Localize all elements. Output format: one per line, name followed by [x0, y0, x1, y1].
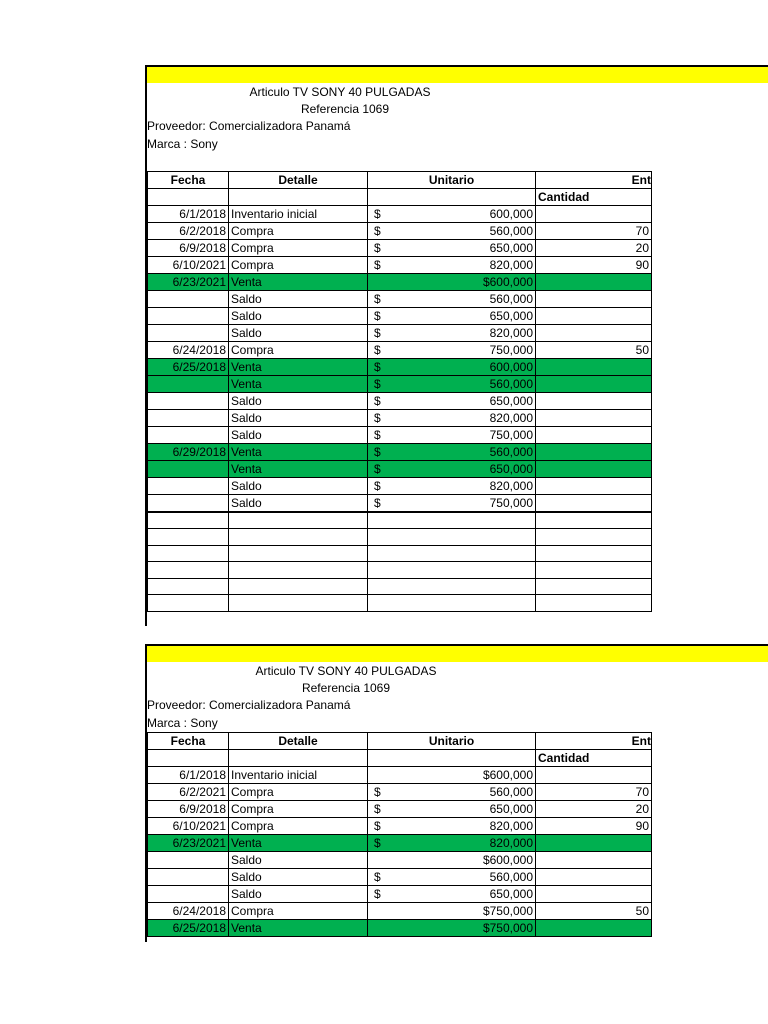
- currency-symbol: $: [374, 241, 381, 255]
- subheader-empty: [148, 750, 229, 767]
- empty-cell: [148, 562, 229, 579]
- table-row: [148, 257, 652, 274]
- cell-detalle: Venta: [229, 359, 368, 376]
- cell-cantidad: 90: [536, 257, 652, 274]
- cell-unitario: [368, 240, 536, 257]
- empty-cell: [536, 595, 652, 612]
- col-fecha: Fecha: [148, 733, 229, 750]
- unit-amount: 650,000: [489, 241, 533, 255]
- cell-detalle: Compra: [229, 818, 368, 835]
- col-detalle: Detalle: [229, 733, 368, 750]
- table-row: [148, 478, 652, 495]
- cell-detalle: Saldo: [229, 852, 368, 869]
- cell-unitario: [368, 835, 536, 852]
- cell-cantidad: 70: [536, 784, 652, 801]
- cell-unitario: [368, 393, 536, 410]
- currency-symbol: $: [374, 394, 381, 408]
- cell-unitario: [368, 444, 536, 461]
- cell-cantidad: [536, 767, 652, 784]
- cell-unitario: [368, 495, 536, 513]
- cell-fecha: [148, 427, 229, 444]
- supplier-label: Proveedor: Comercializadora Panamá: [147, 119, 351, 133]
- cell-cantidad: [536, 325, 652, 342]
- table-row: [148, 903, 652, 920]
- unit-amount: 750,000: [489, 428, 533, 442]
- currency-symbol: $: [374, 326, 381, 340]
- unit-amount: $600,000: [482, 275, 533, 289]
- cell-fecha: [148, 376, 229, 393]
- currency-symbol: $: [374, 887, 381, 901]
- cell-cantidad: [536, 495, 652, 513]
- cell-detalle: Venta: [229, 274, 368, 291]
- table-row: [148, 274, 652, 291]
- empty-cell: [536, 529, 652, 546]
- col-unitario: Unitario: [368, 172, 536, 189]
- cell-fecha: [148, 478, 229, 495]
- table-row: [148, 767, 652, 784]
- cell-fecha: [148, 308, 229, 325]
- empty-cell: [536, 545, 652, 562]
- cell-unitario: [368, 223, 536, 240]
- cell-fecha: 6/24/2018: [148, 903, 229, 920]
- cell-cantidad: [536, 920, 652, 937]
- table-row: [148, 886, 652, 903]
- table-row: [148, 291, 652, 308]
- cell-fecha: 6/10/2021: [148, 818, 229, 835]
- cell-detalle: Saldo: [229, 410, 368, 427]
- subheader-empty: [229, 189, 368, 206]
- empty-cell: [229, 578, 368, 595]
- cell-fecha: 6/25/2018: [148, 359, 229, 376]
- cell-cantidad: [536, 835, 652, 852]
- table-row: [148, 444, 652, 461]
- cell-unitario: [368, 291, 536, 308]
- empty-cell: [368, 529, 536, 546]
- table-row: [148, 920, 652, 937]
- table-row: [148, 410, 652, 427]
- unit-amount: 820,000: [489, 326, 533, 340]
- cell-unitario: [368, 920, 536, 937]
- cell-fecha: 6/10/2021: [148, 257, 229, 274]
- empty-cell: [148, 545, 229, 562]
- table-row: [148, 852, 652, 869]
- cell-cantidad: [536, 393, 652, 410]
- currency-symbol: $: [374, 343, 381, 357]
- unit-amount: 650,000: [489, 462, 533, 476]
- cell-fecha: 6/23/2021: [148, 274, 229, 291]
- item-title: Articulo TV SONY 40 PULGADAS: [249, 85, 431, 99]
- empty-row: [148, 578, 652, 595]
- empty-cell: [368, 562, 536, 579]
- cell-detalle: Compra: [229, 240, 368, 257]
- table-row: [148, 869, 652, 886]
- table-row: [148, 835, 652, 852]
- cell-fecha: [148, 869, 229, 886]
- unit-amount: 650,000: [489, 309, 533, 323]
- unit-amount: $600,000: [482, 768, 533, 782]
- table-row: [148, 376, 652, 393]
- cell-cantidad: [536, 852, 652, 869]
- table-row: [148, 495, 652, 513]
- cell-detalle: Venta: [229, 461, 368, 478]
- table-row: [148, 223, 652, 240]
- table-row: [148, 427, 652, 444]
- cell-unitario: [368, 903, 536, 920]
- table-row: [148, 308, 652, 325]
- empty-cell: [229, 529, 368, 546]
- cell-detalle: Venta: [229, 920, 368, 937]
- cell-cantidad: [536, 478, 652, 495]
- cell-unitario: [368, 257, 536, 274]
- brand-label: Marca : Sony: [147, 137, 218, 151]
- cell-cantidad: [536, 291, 652, 308]
- col-detalle: Detalle: [229, 172, 368, 189]
- col-entradas: Ent: [536, 733, 652, 750]
- cell-detalle: Saldo: [229, 325, 368, 342]
- unit-amount: 650,000: [489, 887, 533, 901]
- cell-detalle: Saldo: [229, 478, 368, 495]
- unit-amount: 820,000: [489, 836, 533, 850]
- cell-fecha: 6/23/2021: [148, 835, 229, 852]
- cell-detalle: Venta: [229, 444, 368, 461]
- unit-amount: 650,000: [489, 802, 533, 816]
- unit-amount: 820,000: [489, 411, 533, 425]
- cell-fecha: 6/2/2018: [148, 223, 229, 240]
- item-title: Articulo TV SONY 40 PULGADAS: [255, 664, 437, 678]
- cell-detalle: Compra: [229, 342, 368, 359]
- cell-unitario: [368, 852, 536, 869]
- table-row: [148, 342, 652, 359]
- cell-fecha: [148, 495, 229, 513]
- table-row: [148, 818, 652, 835]
- cell-fecha: 6/1/2018: [148, 767, 229, 784]
- cell-cantidad: [536, 427, 652, 444]
- subheader-empty: [368, 750, 536, 767]
- col-unitario: Unitario: [368, 733, 536, 750]
- cell-fecha: 6/24/2018: [148, 342, 229, 359]
- cell-cantidad: [536, 274, 652, 291]
- supplier-label: Proveedor: Comercializadora Panamá: [147, 698, 351, 712]
- currency-symbol: $: [374, 802, 381, 816]
- item-reference: Referencia 1069: [301, 681, 391, 695]
- table-row: [148, 359, 652, 376]
- cell-cantidad: [536, 376, 652, 393]
- empty-row: [148, 595, 652, 612]
- cell-fecha: [148, 410, 229, 427]
- header-yellow-bar: [145, 644, 768, 662]
- cell-detalle: Saldo: [229, 495, 368, 513]
- cell-cantidad: 20: [536, 240, 652, 257]
- empty-cell: [536, 578, 652, 595]
- col-cantidad: Cantidad: [536, 189, 652, 206]
- currency-symbol: $: [374, 411, 381, 425]
- empty-cell: [148, 595, 229, 612]
- cell-fecha: [148, 886, 229, 903]
- table-row: [148, 325, 652, 342]
- empty-cell: [229, 545, 368, 562]
- empty-cell: [229, 512, 368, 529]
- cell-detalle: Venta: [229, 376, 368, 393]
- cell-cantidad: 90: [536, 818, 652, 835]
- col-fecha: Fecha: [148, 172, 229, 189]
- cell-unitario: [368, 325, 536, 342]
- empty-row: [148, 512, 652, 529]
- cell-unitario: [368, 461, 536, 478]
- cell-unitario: [368, 801, 536, 818]
- cell-detalle: Saldo: [229, 393, 368, 410]
- table-row: [148, 801, 652, 818]
- cell-cantidad: [536, 359, 652, 376]
- unit-amount: $600,000: [482, 853, 533, 867]
- cell-detalle: Saldo: [229, 869, 368, 886]
- kardex-table-2: [147, 732, 652, 937]
- currency-symbol: $: [374, 785, 381, 799]
- unit-amount: $750,000: [482, 921, 533, 935]
- empty-cell: [148, 578, 229, 595]
- header-yellow-bar: [145, 65, 768, 83]
- cell-unitario: [368, 206, 536, 223]
- unit-amount: 750,000: [489, 343, 533, 357]
- empty-row: [148, 545, 652, 562]
- cell-detalle: Saldo: [229, 427, 368, 444]
- unit-amount: 560,000: [489, 870, 533, 884]
- cell-cantidad: [536, 869, 652, 886]
- subheader-empty: [229, 750, 368, 767]
- cell-unitario: [368, 410, 536, 427]
- cell-cantidad: [536, 461, 652, 478]
- empty-cell: [368, 595, 536, 612]
- cell-fecha: 6/2/2021: [148, 784, 229, 801]
- cell-cantidad: 50: [536, 342, 652, 359]
- currency-symbol: $: [374, 309, 381, 323]
- cell-fecha: 6/9/2018: [148, 240, 229, 257]
- currency-symbol: $: [374, 870, 381, 884]
- empty-cell: [368, 512, 536, 529]
- unit-amount: 820,000: [489, 258, 533, 272]
- cell-detalle: Venta: [229, 835, 368, 852]
- cell-fecha: [148, 852, 229, 869]
- cell-unitario: [368, 869, 536, 886]
- empty-cell: [368, 545, 536, 562]
- cell-unitario: [368, 886, 536, 903]
- cell-detalle: Inventario inicial: [229, 206, 368, 223]
- cell-cantidad: [536, 206, 652, 223]
- empty-cell: [368, 578, 536, 595]
- cell-fecha: 6/25/2018: [148, 920, 229, 937]
- cell-cantidad: [536, 308, 652, 325]
- cell-fecha: [148, 393, 229, 410]
- brand-label: Marca : Sony: [147, 716, 218, 730]
- empty-cell: [229, 595, 368, 612]
- currency-symbol: $: [374, 445, 381, 459]
- cell-fecha: [148, 325, 229, 342]
- empty-cell: [536, 562, 652, 579]
- cell-unitario: [368, 784, 536, 801]
- currency-symbol: $: [374, 360, 381, 374]
- col-cantidad: Cantidad: [536, 750, 652, 767]
- cell-unitario: [368, 308, 536, 325]
- unit-amount: 560,000: [489, 785, 533, 799]
- cell-unitario: [368, 478, 536, 495]
- unit-amount: 750,000: [489, 496, 533, 510]
- cell-cantidad: [536, 886, 652, 903]
- table-row: [148, 393, 652, 410]
- currency-symbol: $: [374, 496, 381, 510]
- unit-amount: 600,000: [489, 360, 533, 374]
- cell-fecha: [148, 461, 229, 478]
- kardex-table-1: [147, 171, 652, 612]
- cell-unitario: [368, 767, 536, 784]
- unit-amount: 560,000: [489, 377, 533, 391]
- unit-amount: 560,000: [489, 292, 533, 306]
- currency-symbol: $: [374, 224, 381, 238]
- empty-row: [148, 562, 652, 579]
- cell-unitario: [368, 274, 536, 291]
- currency-symbol: $: [374, 292, 381, 306]
- unit-amount: 820,000: [489, 819, 533, 833]
- cell-fecha: 6/1/2018: [148, 206, 229, 223]
- currency-symbol: $: [374, 207, 381, 221]
- cell-unitario: [368, 427, 536, 444]
- currency-symbol: $: [374, 428, 381, 442]
- unit-amount: 600,000: [489, 207, 533, 221]
- cell-cantidad: 50: [536, 903, 652, 920]
- cell-unitario: [368, 359, 536, 376]
- item-reference: Referencia 1069: [300, 102, 390, 116]
- cell-detalle: Saldo: [229, 886, 368, 903]
- col-entradas: Ent: [536, 172, 652, 189]
- cell-cantidad: 70: [536, 223, 652, 240]
- cell-fecha: [148, 291, 229, 308]
- subheader-empty: [148, 189, 229, 206]
- cell-detalle: Compra: [229, 257, 368, 274]
- cell-unitario: [368, 342, 536, 359]
- cell-detalle: Saldo: [229, 291, 368, 308]
- cell-detalle: Compra: [229, 784, 368, 801]
- cell-fecha: 6/29/2018: [148, 444, 229, 461]
- table-row: [148, 240, 652, 257]
- unit-amount: 560,000: [489, 224, 533, 238]
- cell-detalle: Saldo: [229, 308, 368, 325]
- cell-cantidad: 20: [536, 801, 652, 818]
- empty-cell: [229, 562, 368, 579]
- table-row: [148, 784, 652, 801]
- currency-symbol: $: [374, 836, 381, 850]
- cell-detalle: Compra: [229, 223, 368, 240]
- empty-cell: [148, 512, 229, 529]
- cell-detalle: Compra: [229, 801, 368, 818]
- empty-row: [148, 529, 652, 546]
- currency-symbol: $: [374, 479, 381, 493]
- cell-detalle: Compra: [229, 903, 368, 920]
- currency-symbol: $: [374, 462, 381, 476]
- subheader-empty: [368, 189, 536, 206]
- empty-cell: [536, 512, 652, 529]
- cell-unitario: [368, 376, 536, 393]
- unit-amount: 560,000: [489, 445, 533, 459]
- currency-symbol: $: [374, 258, 381, 272]
- cell-fecha: 6/9/2018: [148, 801, 229, 818]
- table-row: [148, 206, 652, 223]
- table-row: [148, 461, 652, 478]
- currency-symbol: $: [374, 377, 381, 391]
- unit-amount: $750,000: [482, 904, 533, 918]
- empty-cell: [148, 529, 229, 546]
- cell-detalle: Inventario inicial: [229, 767, 368, 784]
- currency-symbol: $: [374, 819, 381, 833]
- unit-amount: 650,000: [489, 394, 533, 408]
- cell-cantidad: [536, 410, 652, 427]
- cell-cantidad: [536, 444, 652, 461]
- unit-amount: 820,000: [489, 479, 533, 493]
- cell-unitario: [368, 818, 536, 835]
